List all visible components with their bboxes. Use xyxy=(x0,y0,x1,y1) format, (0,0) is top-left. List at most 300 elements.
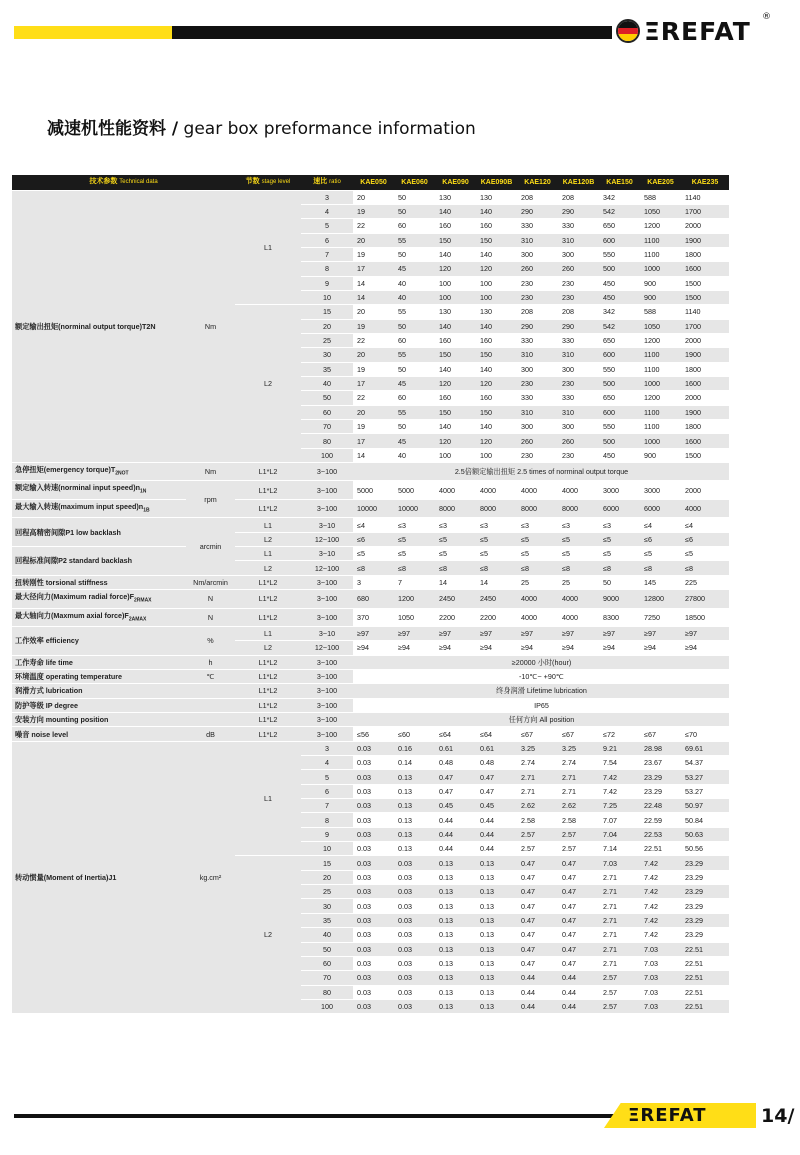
value-cell: 300 xyxy=(517,362,558,376)
value-cell: 0.03 xyxy=(353,985,394,999)
value-cell: 2.71 xyxy=(599,956,640,970)
value-cell: ≤5 xyxy=(517,532,558,546)
value-cell: 5000 xyxy=(394,481,435,499)
value-cell: 342 xyxy=(599,305,640,319)
value-cell: 69.61 xyxy=(681,741,729,755)
value-cell: 22.51 xyxy=(681,985,729,999)
value-cell: 7 xyxy=(394,575,435,589)
value-cell: 7250 xyxy=(640,608,681,626)
header-model: KAE150 xyxy=(599,175,640,190)
ratio-cell: 3~100 xyxy=(301,655,353,669)
value-cell: 300 xyxy=(517,420,558,434)
value-cell: 130 xyxy=(476,190,517,204)
value-cell: 22.51 xyxy=(681,956,729,970)
value-cell: 20 xyxy=(353,348,394,362)
table-row xyxy=(12,684,729,698)
value-cell: 2.74 xyxy=(558,756,599,770)
value-cell: 1200 xyxy=(640,391,681,405)
value-cell: 330 xyxy=(517,333,558,347)
stage-cell: L1 xyxy=(235,518,301,532)
page-number: 14/ xyxy=(761,1105,795,1127)
value-cell: 0.03 xyxy=(353,770,394,784)
value-cell: 23.29 xyxy=(640,770,681,784)
value-cell: 290 xyxy=(517,319,558,333)
unit-cell: kg.cm² xyxy=(186,741,235,1014)
value-cell: ≤6 xyxy=(681,532,729,546)
value-cell: 100 xyxy=(476,276,517,290)
value-cell: 0.13 xyxy=(435,928,476,942)
value-cell: ≥94 xyxy=(681,641,729,655)
value-cell: 0.03 xyxy=(353,956,394,970)
value-cell: ≤67 xyxy=(558,727,599,741)
value-cell: 19 xyxy=(353,319,394,333)
value-cell: ≥97 xyxy=(517,626,558,640)
value-cell: 120 xyxy=(435,262,476,276)
value-cell: 2.57 xyxy=(517,827,558,841)
ratio-cell: 10 xyxy=(301,842,353,856)
value-cell: 4000 xyxy=(435,481,476,499)
value-cell: 600 xyxy=(599,233,640,247)
ratio-cell: 10 xyxy=(301,290,353,304)
ratio-cell: 35 xyxy=(301,362,353,376)
value-cell: 300 xyxy=(558,247,599,261)
value-cell: 1800 xyxy=(681,420,729,434)
table-row xyxy=(12,499,729,517)
value-cell: -10℃~ +90℃ xyxy=(353,669,729,683)
value-cell: 150 xyxy=(435,233,476,247)
brand-logo xyxy=(616,14,776,48)
value-cell: 0.47 xyxy=(558,856,599,870)
value-cell: ≤8 xyxy=(476,561,517,575)
stage-cell: L1*L2 xyxy=(235,463,301,481)
value-cell: 7.42 xyxy=(599,770,640,784)
value-cell: 40 xyxy=(394,276,435,290)
header-model: KAE050 xyxy=(353,175,394,190)
value-cell: 120 xyxy=(435,376,476,390)
value-cell: 4000 xyxy=(558,608,599,626)
value-cell: 0.47 xyxy=(517,956,558,970)
value-cell: 160 xyxy=(435,333,476,347)
value-cell: 0.47 xyxy=(517,899,558,913)
value-cell: 0.13 xyxy=(435,956,476,970)
unit-cell xyxy=(186,698,235,712)
value-cell: 23.29 xyxy=(681,913,729,927)
value-cell: ≤70 xyxy=(681,727,729,741)
value-cell: ≤8 xyxy=(599,561,640,575)
value-cell: 0.03 xyxy=(353,756,394,770)
ratio-cell: 4 xyxy=(301,204,353,218)
value-cell: 160 xyxy=(476,333,517,347)
value-cell: 1140 xyxy=(681,305,729,319)
value-cell: 2.57 xyxy=(599,985,640,999)
ratio-cell: 3~100 xyxy=(301,499,353,517)
value-cell: 5000 xyxy=(353,481,394,499)
header-yellow-bar xyxy=(14,26,172,39)
value-cell: 0.13 xyxy=(476,942,517,956)
value-cell: 22 xyxy=(353,333,394,347)
value-cell: 2.71 xyxy=(517,784,558,798)
value-cell: 2.71 xyxy=(599,870,640,884)
value-cell: 150 xyxy=(435,405,476,419)
value-cell: 50 xyxy=(394,204,435,218)
value-cell: 300 xyxy=(517,247,558,261)
param-label: 工作效率 efficiency xyxy=(12,626,186,655)
value-cell: 20 xyxy=(353,405,394,419)
value-cell: 1800 xyxy=(681,247,729,261)
value-cell: 3.25 xyxy=(517,741,558,755)
ratio-cell: 20 xyxy=(301,319,353,333)
value-cell: 900 xyxy=(640,276,681,290)
value-cell: 0.03 xyxy=(353,870,394,884)
value-cell: 23.29 xyxy=(681,885,729,899)
value-cell: 140 xyxy=(435,319,476,333)
table-row xyxy=(12,463,729,481)
value-cell: 0.45 xyxy=(435,799,476,813)
value-cell: 160 xyxy=(435,391,476,405)
value-cell: 1700 xyxy=(681,319,729,333)
value-cell: 8000 xyxy=(476,499,517,517)
value-cell: 500 xyxy=(599,262,640,276)
value-cell: 2.71 xyxy=(599,899,640,913)
value-cell: ≤5 xyxy=(599,532,640,546)
value-cell: 1900 xyxy=(681,233,729,247)
ratio-cell: 12~100 xyxy=(301,561,353,575)
ratio-cell: 25 xyxy=(301,885,353,899)
value-cell: ≤5 xyxy=(558,547,599,561)
value-cell: 550 xyxy=(599,420,640,434)
ratio-cell: 4 xyxy=(301,756,353,770)
value-cell: ≤6 xyxy=(640,532,681,546)
value-cell: 330 xyxy=(517,391,558,405)
param-label: 转动惯量(Moment of Inertia)J1 xyxy=(12,741,186,1014)
value-cell: 60 xyxy=(394,333,435,347)
ratio-cell: 7 xyxy=(301,799,353,813)
value-cell: 500 xyxy=(599,434,640,448)
value-cell: 7.42 xyxy=(640,870,681,884)
value-cell: 140 xyxy=(476,319,517,333)
table-row xyxy=(12,481,729,499)
ratio-cell: 3~100 xyxy=(301,727,353,741)
value-cell: 2450 xyxy=(435,590,476,608)
ratio-cell: 100 xyxy=(301,999,353,1013)
value-cell: 1700 xyxy=(681,204,729,218)
value-cell: ≥97 xyxy=(353,626,394,640)
value-cell: 1140 xyxy=(681,190,729,204)
value-cell: ≤72 xyxy=(599,727,640,741)
value-cell: 2.58 xyxy=(517,813,558,827)
value-cell: 14 xyxy=(435,575,476,589)
value-cell: 0.03 xyxy=(353,813,394,827)
value-cell: 45 xyxy=(394,262,435,276)
value-cell: ≥97 xyxy=(681,626,729,640)
ratio-cell: 70 xyxy=(301,420,353,434)
ratio-cell: 6 xyxy=(301,233,353,247)
value-cell: 100 xyxy=(476,448,517,462)
value-cell: 20 xyxy=(353,190,394,204)
value-cell: 0.47 xyxy=(476,770,517,784)
value-cell: 14 xyxy=(353,448,394,462)
ratio-cell: 8 xyxy=(301,262,353,276)
value-cell: 2.71 xyxy=(599,928,640,942)
ratio-cell: 3 xyxy=(301,190,353,204)
value-cell: 8000 xyxy=(517,499,558,517)
value-cell: 50.63 xyxy=(681,827,729,841)
value-cell: 230 xyxy=(517,290,558,304)
value-cell: 2.71 xyxy=(517,770,558,784)
value-cell: 140 xyxy=(476,362,517,376)
value-cell: 14 xyxy=(353,290,394,304)
header-model: KAE205 xyxy=(640,175,681,190)
value-cell: 22.53 xyxy=(640,827,681,841)
flag-icon xyxy=(616,19,640,43)
value-cell: 55 xyxy=(394,305,435,319)
value-cell: 0.47 xyxy=(517,913,558,927)
value-cell: 50.84 xyxy=(681,813,729,827)
param-label: 最大径向力(Maximum radial $force)F_{2RMAX}$ xyxy=(12,590,186,608)
value-cell: ≤8 xyxy=(394,561,435,575)
value-cell: 0.03 xyxy=(394,985,435,999)
value-cell: 0.13 xyxy=(435,899,476,913)
unit-cell xyxy=(186,684,235,698)
value-cell: 1600 xyxy=(681,262,729,276)
value-cell: 0.47 xyxy=(517,870,558,884)
value-cell: 0.03 xyxy=(394,928,435,942)
value-cell: 40 xyxy=(394,448,435,462)
value-cell: 0.44 xyxy=(435,842,476,856)
value-cell: 0.13 xyxy=(394,799,435,813)
value-cell: 0.13 xyxy=(435,985,476,999)
value-cell: 2.71 xyxy=(599,885,640,899)
value-cell: 22.59 xyxy=(640,813,681,827)
value-cell: 0.13 xyxy=(435,870,476,884)
value-cell: 0.47 xyxy=(558,956,599,970)
value-cell: 0.48 xyxy=(476,756,517,770)
header-ratio: 速比 ratio xyxy=(301,175,353,190)
value-cell: 7.42 xyxy=(640,913,681,927)
value-cell: 900 xyxy=(640,290,681,304)
value-cell: ≥97 xyxy=(599,626,640,640)
value-cell: 0.44 xyxy=(517,971,558,985)
value-cell: 7.14 xyxy=(599,842,640,856)
value-cell: 17 xyxy=(353,262,394,276)
stage-cell: L1*L2 xyxy=(235,481,301,499)
value-cell: 130 xyxy=(476,305,517,319)
value-cell: 1050 xyxy=(640,204,681,218)
stage-cell: L1*L2 xyxy=(235,575,301,589)
ratio-cell: 30 xyxy=(301,348,353,362)
value-cell: ≤3 xyxy=(394,518,435,532)
value-cell: 28.98 xyxy=(640,741,681,755)
ratio-cell: 3~10 xyxy=(301,518,353,532)
param-label: 安装方向 mounting position xyxy=(12,713,186,727)
value-cell: 2.57 xyxy=(517,842,558,856)
value-cell: 120 xyxy=(476,262,517,276)
value-cell: 500 xyxy=(599,376,640,390)
ratio-cell: 9 xyxy=(301,827,353,841)
ratio-cell: 40 xyxy=(301,928,353,942)
ratio-cell: 50 xyxy=(301,942,353,956)
value-cell: 230 xyxy=(517,448,558,462)
value-cell: ≥94 xyxy=(435,641,476,655)
value-cell: 1000 xyxy=(640,262,681,276)
value-cell: 0.03 xyxy=(394,870,435,884)
value-cell: 1900 xyxy=(681,405,729,419)
value-cell: 0.44 xyxy=(517,999,558,1013)
value-cell: ≥94 xyxy=(599,641,640,655)
value-cell: ≥94 xyxy=(640,641,681,655)
value-cell: 25 xyxy=(517,575,558,589)
value-cell: 230 xyxy=(558,276,599,290)
value-cell: 3.25 xyxy=(558,741,599,755)
table-row xyxy=(12,626,729,640)
ratio-cell: 3~100 xyxy=(301,684,353,698)
value-cell: 0.47 xyxy=(558,899,599,913)
value-cell: 0.47 xyxy=(558,913,599,927)
value-cell: 370 xyxy=(353,608,394,626)
value-cell: 0.03 xyxy=(394,971,435,985)
ratio-cell: 3~10 xyxy=(301,626,353,640)
value-cell: ≤5 xyxy=(394,532,435,546)
value-cell: 0.13 xyxy=(476,999,517,1013)
value-cell: 0.03 xyxy=(353,827,394,841)
value-cell: 1100 xyxy=(640,362,681,376)
value-cell: 7.03 xyxy=(640,971,681,985)
value-cell: 9000 xyxy=(599,590,640,608)
value-cell: ≤4 xyxy=(353,518,394,532)
param-label: 最大轴向力(Maxmum axial $force)F_{2AMAX}$ xyxy=(12,608,186,626)
value-cell: 0.47 xyxy=(517,856,558,870)
value-cell: 100 xyxy=(435,276,476,290)
value-cell: 0.44 xyxy=(476,827,517,841)
value-cell: 0.47 xyxy=(558,870,599,884)
value-cell: 0.61 xyxy=(476,741,517,755)
value-cell: 0.47 xyxy=(517,942,558,956)
value-cell: 0.03 xyxy=(353,899,394,913)
value-cell: 2.57 xyxy=(599,971,640,985)
value-cell: ≤67 xyxy=(517,727,558,741)
header-black-bar xyxy=(172,26,612,39)
value-cell: ≤5 xyxy=(353,547,394,561)
value-cell: 0.13 xyxy=(435,999,476,1013)
value-cell: 330 xyxy=(558,219,599,233)
value-cell: 310 xyxy=(558,405,599,419)
value-cell: 140 xyxy=(435,362,476,376)
value-cell: 0.44 xyxy=(476,842,517,856)
value-cell: 1100 xyxy=(640,247,681,261)
value-cell: 2200 xyxy=(476,608,517,626)
value-cell: 0.44 xyxy=(558,971,599,985)
value-cell: 160 xyxy=(476,219,517,233)
header-stage: 节数 stage level xyxy=(235,175,301,190)
value-cell: 300 xyxy=(558,362,599,376)
value-cell: IP65 xyxy=(353,698,729,712)
registered-mark: ® xyxy=(762,12,771,22)
table-row xyxy=(12,741,729,755)
value-cell: 542 xyxy=(599,319,640,333)
ratio-cell: 3~100 xyxy=(301,590,353,608)
value-cell: 0.03 xyxy=(394,885,435,899)
value-cell: 145 xyxy=(640,575,681,589)
value-cell: 2200 xyxy=(435,608,476,626)
value-cell: 150 xyxy=(476,405,517,419)
value-cell: 310 xyxy=(558,348,599,362)
value-cell: 60 xyxy=(394,391,435,405)
value-cell: 17 xyxy=(353,434,394,448)
value-cell: 任何方向 All position xyxy=(353,713,729,727)
stage-cell: L2 xyxy=(235,641,301,655)
page-title-en: gear box preformance information xyxy=(178,119,476,139)
value-cell: 4000 xyxy=(517,590,558,608)
value-cell: 22.51 xyxy=(681,942,729,956)
value-cell: ≥97 xyxy=(476,626,517,640)
value-cell: 0.13 xyxy=(435,885,476,899)
value-cell: 230 xyxy=(558,376,599,390)
table-row xyxy=(12,655,729,669)
ratio-cell: 5 xyxy=(301,770,353,784)
ratio-cell: 5 xyxy=(301,219,353,233)
value-cell: ≤5 xyxy=(476,532,517,546)
value-cell: 0.44 xyxy=(435,813,476,827)
value-cell: 230 xyxy=(558,290,599,304)
value-cell: 60 xyxy=(394,219,435,233)
value-cell: ≤5 xyxy=(394,547,435,561)
value-cell: 22 xyxy=(353,219,394,233)
value-cell: ≤56 xyxy=(353,727,394,741)
value-cell: 0.13 xyxy=(435,971,476,985)
value-cell: 0.47 xyxy=(558,942,599,956)
ratio-cell: 80 xyxy=(301,434,353,448)
value-cell: 160 xyxy=(435,219,476,233)
value-cell: 0.44 xyxy=(558,999,599,1013)
table-row xyxy=(12,547,729,561)
value-cell: 19 xyxy=(353,420,394,434)
value-cell: 2000 xyxy=(681,219,729,233)
value-cell: 0.03 xyxy=(394,942,435,956)
value-cell: 50 xyxy=(394,319,435,333)
value-cell: 2.74 xyxy=(517,756,558,770)
value-cell: ≤3 xyxy=(558,518,599,532)
value-cell: 0.13 xyxy=(394,827,435,841)
stage-cell: L2 xyxy=(235,305,301,463)
value-cell: 140 xyxy=(476,420,517,434)
value-cell: 0.44 xyxy=(517,985,558,999)
value-cell: 550 xyxy=(599,362,640,376)
value-cell: 0.03 xyxy=(353,842,394,856)
param-label: 急停扭矩(emergency $torque)T_{2NOT}$ xyxy=(12,463,186,481)
value-cell: 588 xyxy=(640,190,681,204)
value-cell: 1200 xyxy=(640,219,681,233)
value-cell: 22.51 xyxy=(640,842,681,856)
value-cell: 1000 xyxy=(640,376,681,390)
unit-cell: dB xyxy=(186,727,235,741)
value-cell: 0.13 xyxy=(476,956,517,970)
ratio-cell: 40 xyxy=(301,376,353,390)
value-cell: 310 xyxy=(558,233,599,247)
value-cell: 14 xyxy=(353,276,394,290)
value-cell: 2450 xyxy=(476,590,517,608)
value-cell: ≤5 xyxy=(517,547,558,561)
value-cell: 55 xyxy=(394,233,435,247)
unit-cell: N xyxy=(186,608,235,626)
value-cell: 140 xyxy=(476,204,517,218)
value-cell: 22.48 xyxy=(640,799,681,813)
value-cell: 100 xyxy=(435,448,476,462)
value-cell: 12800 xyxy=(640,590,681,608)
ratio-cell: 3~100 xyxy=(301,698,353,712)
value-cell: 0.13 xyxy=(476,928,517,942)
table-row xyxy=(12,518,729,532)
value-cell: ≤5 xyxy=(476,547,517,561)
